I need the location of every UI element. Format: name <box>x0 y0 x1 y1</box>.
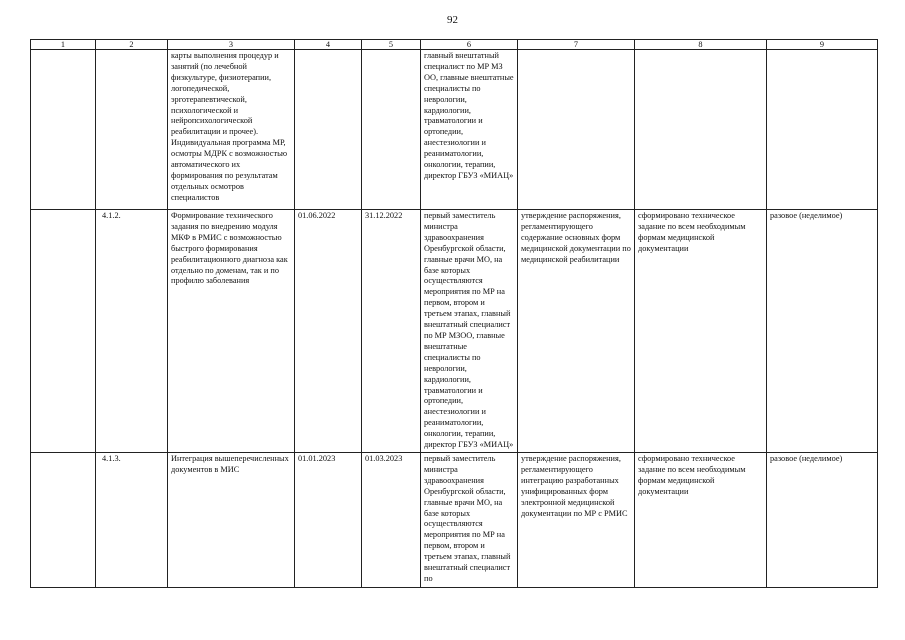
plan-table <box>30 39 878 588</box>
column-header: 3 <box>168 40 295 50</box>
page-number: 92 <box>447 14 458 26</box>
end-date-cell: 01.03.2023 <box>362 453 421 588</box>
end-date-cell: 31.12.2022 <box>362 210 421 453</box>
type-cell <box>767 50 878 210</box>
item-number-cell: 4.1.3. <box>96 453 168 588</box>
table-row <box>31 210 878 453</box>
responsible-cell: первый заместитель министра здравоохранения Оренбургской области, главные врачи МО, на базе которых осуществляются мероприятия по МР на первом, втором и третьем этапах, главный внештатный специалист по МР МЗОО, главные внештатные специалисты по неврологии, кардиологии, травматологии и ортопедии, анестезиологии и реаниматологии, онкологии, терапии, директор ГБУЗ «МИАЦ» <box>421 210 518 453</box>
end-date-cell <box>362 50 421 210</box>
type-cell: разовое (неделимое) <box>767 453 878 588</box>
result-cell: сформировано техническое задание по всем необходимым формам медицинской документации <box>635 453 767 588</box>
empty-cell <box>31 453 96 588</box>
result-cell <box>635 50 767 210</box>
responsible-cell: первый заместитель министра здравоохранения Оренбургской области, главные врачи МО, на базе которых осуществляются мероприятия по МР на первом, втором и третьем этапах, главный внештатный специалист по <box>421 453 518 588</box>
start-date-cell <box>295 50 362 210</box>
event-name-cell: Интеграция вышеперечисленных документов в МИС <box>168 453 295 588</box>
column-header: 4 <box>295 40 362 50</box>
event-name-cell: карты выполнения процедур и занятий (по лечебной физкультуре, физиотерапии, логопедической, эрготерапевтической, психологической и нейропсихологической реабилитации и прочее). Индивидуальная программа МР, осмотры МДРК с возможностью автоматического их формирования по результатам отдельных осмотров специалистов <box>168 50 295 210</box>
column-header: 5 <box>362 40 421 50</box>
table-row <box>31 453 878 588</box>
responsible-cell: главный внештатный специалист по МР МЗ ОО, главные внештатные специалисты по неврологии, кардиологии, травматологии и ортопедии, анестезиологии и реаниматологии, онкологии, терапии, директор ГБУЗ «МИАЦ» <box>421 50 518 210</box>
empty-cell <box>31 210 96 453</box>
type-cell: разовое (неделимое) <box>767 210 878 453</box>
column-header: 9 <box>767 40 878 50</box>
column-header: 7 <box>518 40 635 50</box>
characteristic-cell: утверждение распоряжения, регламентирующего интеграцию разработанных унифицированных форм электронной медицинской документации по МР с РМИС <box>518 453 635 588</box>
event-name-cell: Формирование технического задания по внедрению модуля МКФ в РМИС с возможностью быстрого формирования реабилитационного диагноза как отдельно по доменам, так и по профилю заболевания <box>168 210 295 453</box>
column-number-row <box>31 40 878 50</box>
item-number-cell: 4.1.2. <box>96 210 168 453</box>
table-row <box>31 50 878 210</box>
item-number-cell <box>96 50 168 210</box>
characteristic-cell <box>518 50 635 210</box>
start-date-cell: 01.01.2023 <box>295 453 362 588</box>
column-header: 8 <box>635 40 767 50</box>
column-header: 1 <box>31 40 96 50</box>
column-header: 2 <box>96 40 168 50</box>
empty-cell <box>31 50 96 210</box>
characteristic-cell: утверждение распоряжения, регламентирующего содержание основных форм медицинской документации по медицинской реабилитации <box>518 210 635 453</box>
result-cell: сформировано техническое задание по всем необходимым формам медицинской документации <box>635 210 767 453</box>
column-header: 6 <box>421 40 518 50</box>
start-date-cell: 01.06.2022 <box>295 210 362 453</box>
